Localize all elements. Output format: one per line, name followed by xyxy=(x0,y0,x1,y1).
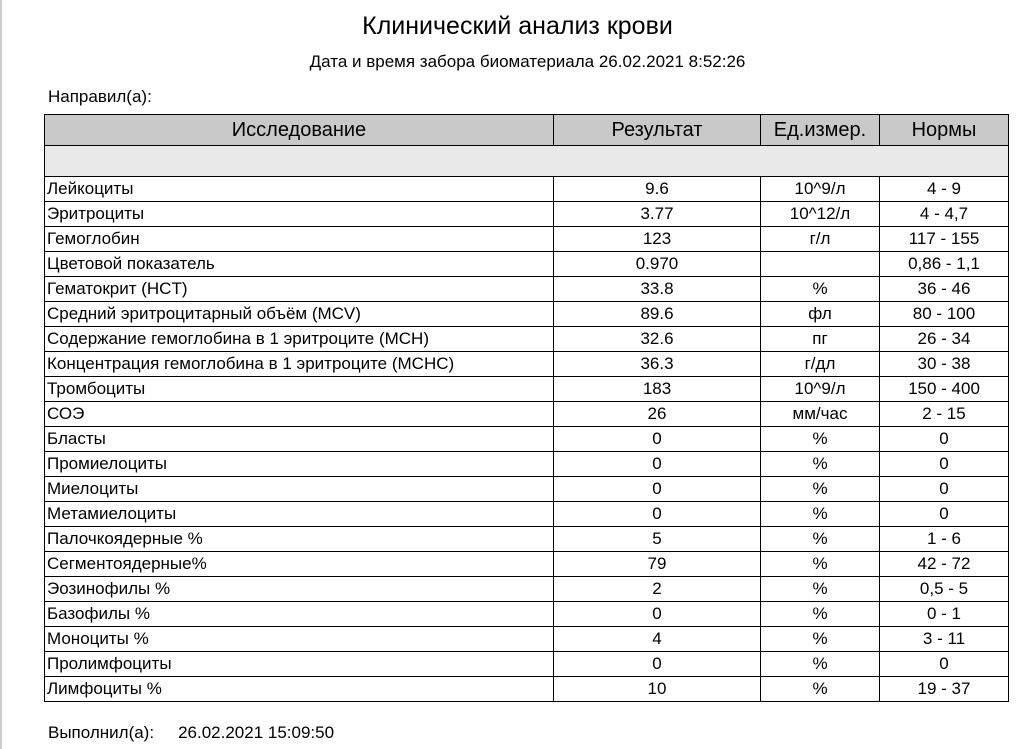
cell-unit: % xyxy=(761,527,880,552)
cell-unit: % xyxy=(761,427,880,452)
cell-test-name: Миелоциты xyxy=(45,477,554,502)
cell-test-name: Пролимфоциты xyxy=(45,652,554,677)
cell-result: 0 xyxy=(554,502,761,527)
cell-result: 183 xyxy=(554,377,761,402)
cell-unit: % xyxy=(761,677,880,702)
cell-result: 89.6 xyxy=(554,302,761,327)
table-row xyxy=(45,202,1009,227)
table-row xyxy=(45,427,1009,452)
cell-norm: 0 xyxy=(880,502,1009,527)
cell-norm: 42 - 72 xyxy=(880,552,1009,577)
table-row xyxy=(45,477,1009,502)
table-row xyxy=(45,552,1009,577)
cell-test-name: Эозинофилы % xyxy=(45,577,554,602)
performed-by-label: Выполнил(а): xyxy=(48,723,155,742)
table-row xyxy=(45,177,1009,202)
cell-result: 4 xyxy=(554,627,761,652)
cell-test-name: Эритроциты xyxy=(45,202,554,227)
page-edge xyxy=(0,0,2,749)
cell-result: 2 xyxy=(554,577,761,602)
cell-unit: г/л xyxy=(761,227,880,252)
cell-norm: 150 - 400 xyxy=(880,377,1009,402)
table-row xyxy=(45,677,1009,702)
cell-norm: 4 - 4,7 xyxy=(880,202,1009,227)
cell-unit: % xyxy=(761,577,880,602)
performed-by xyxy=(48,723,334,743)
table-group-cell xyxy=(45,146,1009,177)
cell-norm: 117 - 155 xyxy=(880,227,1009,252)
table-row xyxy=(45,527,1009,552)
cell-unit: % xyxy=(761,602,880,627)
table-row xyxy=(45,352,1009,377)
cell-result: 5 xyxy=(554,527,761,552)
header-unit: Ед.измер. xyxy=(761,115,880,146)
cell-unit: % xyxy=(761,477,880,502)
cell-norm: 0,86 - 1,1 xyxy=(880,252,1009,277)
table-row xyxy=(45,377,1009,402)
cell-test-name: Сегментоядерные% xyxy=(45,552,554,577)
cell-norm: 0 - 1 xyxy=(880,602,1009,627)
cell-test-name: Метамиелоциты xyxy=(45,502,554,527)
cell-result: 0 xyxy=(554,427,761,452)
cell-unit: % xyxy=(761,552,880,577)
table-row xyxy=(45,327,1009,352)
table-row xyxy=(45,277,1009,302)
cell-norm: 0 xyxy=(880,477,1009,502)
header-norm: Нормы xyxy=(880,115,1009,146)
cell-unit: фл xyxy=(761,302,880,327)
cell-test-name: СОЭ xyxy=(45,402,554,427)
cell-result: 0 xyxy=(554,477,761,502)
header-result: Результат xyxy=(554,115,761,146)
table-row xyxy=(45,302,1009,327)
sample-datetime: Дата и время забора биоматериала 26.02.2021 8:52:26 xyxy=(309,52,746,71)
cell-test-name: Промиелоциты xyxy=(45,452,554,477)
cell-norm: 4 - 9 xyxy=(880,177,1009,202)
cell-test-name: Моноциты % xyxy=(45,627,554,652)
cell-norm: 0 xyxy=(880,452,1009,477)
performed-date: 26.02.2021 15:09:50 xyxy=(178,723,335,742)
table-group-row xyxy=(45,146,1009,177)
cell-test-name: Палочкоядерные % xyxy=(45,527,554,552)
cell-unit: % xyxy=(761,502,880,527)
cell-result: 0 xyxy=(554,652,761,677)
cell-test-name: Концентрация гемоглобина в 1 эритроците (MCHC) xyxy=(45,352,554,377)
cell-norm: 80 - 100 xyxy=(880,302,1009,327)
cell-norm: 0 xyxy=(880,652,1009,677)
cell-unit: % xyxy=(761,652,880,677)
document-title: Клинический анализ крови xyxy=(362,12,673,40)
cell-test-name: Гематокрит (HCT) xyxy=(45,277,554,302)
cell-norm: 36 - 46 xyxy=(880,277,1009,302)
cell-test-name: Бласты xyxy=(45,427,554,452)
cell-result: 0.970 xyxy=(554,252,761,277)
cell-test-name: Лейкоциты xyxy=(45,177,554,202)
cell-unit: 10^12/л xyxy=(761,202,880,227)
cell-result: 79 xyxy=(554,552,761,577)
cell-norm: 0,5 - 5 xyxy=(880,577,1009,602)
cell-test-name: Гемоглобин xyxy=(45,227,554,252)
cell-result: 3.77 xyxy=(554,202,761,227)
cell-result: 32.6 xyxy=(554,327,761,352)
cell-result: 10 xyxy=(554,677,761,702)
table-row xyxy=(45,627,1009,652)
cell-result: 26 xyxy=(554,402,761,427)
header-test-name: Исследование xyxy=(45,115,554,146)
cell-unit: 10^9/л xyxy=(761,177,880,202)
table-row xyxy=(45,577,1009,602)
cell-unit: пг xyxy=(761,327,880,352)
cell-result: 36.3 xyxy=(554,352,761,377)
cell-test-name: Цветовой показатель xyxy=(45,252,554,277)
cell-unit: % xyxy=(761,452,880,477)
table-row xyxy=(45,227,1009,252)
cell-test-name: Тромбоциты xyxy=(45,377,554,402)
table-row xyxy=(45,452,1009,477)
cell-unit: % xyxy=(761,277,880,302)
cell-norm: 19 - 37 xyxy=(880,677,1009,702)
cell-unit: г/дл xyxy=(761,352,880,377)
table-row xyxy=(45,402,1009,427)
table-header-row xyxy=(45,115,1009,146)
table-row xyxy=(45,652,1009,677)
cell-test-name: Лимфоциты % xyxy=(45,677,554,702)
cell-test-name: Средний эритроцитарный объём (MCV) xyxy=(45,302,554,327)
cell-result: 0 xyxy=(554,452,761,477)
cell-norm: 3 - 11 xyxy=(880,627,1009,652)
table-row xyxy=(45,252,1009,277)
table-row xyxy=(45,502,1009,527)
table-row xyxy=(45,602,1009,627)
cell-unit: % xyxy=(761,627,880,652)
cell-unit xyxy=(761,252,880,277)
cell-unit: мм/час xyxy=(761,402,880,427)
cell-result: 9.6 xyxy=(554,177,761,202)
cell-norm: 30 - 38 xyxy=(880,352,1009,377)
cell-result: 33.8 xyxy=(554,277,761,302)
cell-norm: 1 - 6 xyxy=(880,527,1009,552)
cell-unit: 10^9/л xyxy=(761,377,880,402)
cell-result: 123 xyxy=(554,227,761,252)
referrer-label: Направил(а): xyxy=(48,87,152,106)
cell-norm: 2 - 15 xyxy=(880,402,1009,427)
results-table xyxy=(44,114,1009,702)
cell-test-name: Базофилы % xyxy=(45,602,554,627)
cell-norm: 26 - 34 xyxy=(880,327,1009,352)
cell-norm: 0 xyxy=(880,427,1009,452)
cell-test-name: Содержание гемоглобина в 1 эритроците (MCH) xyxy=(45,327,554,352)
cell-result: 0 xyxy=(554,602,761,627)
